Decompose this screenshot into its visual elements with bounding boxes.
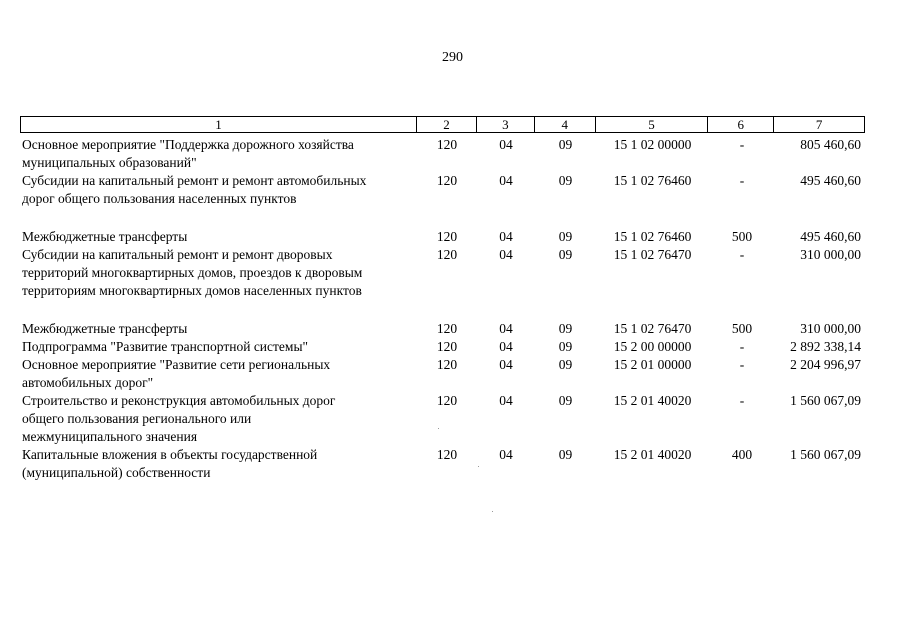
- row-col-4: 09: [558, 247, 573, 262]
- table-row: [20, 172, 865, 208]
- row-col-4: 09: [558, 137, 573, 152]
- row-name-line: Основное мероприятие "Поддержка дорожного хозяйства: [22, 137, 354, 152]
- row-col-4: 09: [558, 339, 573, 354]
- table-row: [20, 228, 865, 246]
- header-col-1: 1: [21, 117, 417, 132]
- row-col-5: 15 1 02 00000: [613, 137, 692, 152]
- row-col-6: 400: [731, 447, 753, 462]
- row-col-2: 120: [436, 339, 458, 354]
- row-name-line: дорог общего пользования населенных пунктов: [22, 191, 297, 206]
- table-header: [20, 116, 865, 133]
- row-name-line: Межбюджетные трансферты: [22, 229, 188, 244]
- row-name-line: Подпрограмма "Развитие транспортной системы": [22, 339, 309, 354]
- row-col-2: 120: [436, 247, 458, 262]
- row-col-7: 2 892 338,14: [790, 339, 861, 354]
- row-col-3: 04: [499, 173, 513, 188]
- header-col-7: 7: [815, 117, 823, 132]
- row-col-5: 15 1 02 76470: [613, 247, 692, 262]
- table-row: [20, 320, 865, 338]
- row-name: [20, 320, 417, 338]
- row-col-3: 04: [499, 321, 513, 336]
- row-col-6: 500: [731, 229, 753, 244]
- row-col-7: 310 000,00: [800, 321, 861, 336]
- row-col-3: 04: [499, 357, 513, 372]
- scan-speck: [492, 511, 493, 512]
- row-col-7: 495 460,60: [800, 173, 861, 188]
- row-name: [20, 172, 417, 208]
- row-col-6: -: [739, 137, 745, 152]
- row-name-line: Субсидии на капитальный ремонт и ремонт дворовых: [22, 247, 333, 262]
- row-col-6: -: [739, 173, 745, 188]
- row-col-6: -: [739, 357, 745, 372]
- row-col-2: 120: [436, 321, 458, 336]
- table-body: [20, 136, 865, 482]
- row-col-2: 120: [436, 229, 458, 244]
- table-row: [20, 356, 865, 392]
- table-row: [20, 392, 865, 446]
- row-spacer: [20, 208, 865, 228]
- row-col-6: -: [739, 247, 745, 262]
- row-col-4: 09: [558, 173, 573, 188]
- table-row: [20, 446, 865, 482]
- scan-speck: [478, 466, 479, 467]
- row-col-3: 04: [499, 137, 513, 152]
- scan-speck: [438, 428, 439, 429]
- row-col-5: 15 2 01 00000: [613, 357, 692, 372]
- row-col-4: 09: [558, 229, 573, 244]
- row-name: [20, 446, 417, 482]
- row-col-3: 04: [499, 229, 513, 244]
- row-spacer: [20, 300, 865, 320]
- row-name-line: общего пользования регионального или: [22, 411, 252, 426]
- row-name-line: Межбюджетные трансферты: [22, 321, 188, 336]
- header-col-4: 4: [535, 117, 596, 132]
- header-col-2: 2: [417, 117, 477, 132]
- row-name-line: Основное мероприятие "Развитие сети региональных: [22, 357, 331, 372]
- row-col-7: 2 204 996,97: [790, 357, 861, 372]
- row-name-line: межмуниципального значения: [22, 429, 198, 444]
- row-name: [20, 338, 417, 356]
- row-col-6: -: [739, 339, 745, 354]
- row-col-7: 1 560 067,09: [790, 447, 861, 462]
- row-col-7: 495 460,60: [800, 229, 861, 244]
- header-col-6: 6: [708, 117, 774, 132]
- page-number: 290: [442, 50, 463, 65]
- row-col-4: 09: [558, 393, 573, 408]
- row-col-5: 15 2 01 40020: [613, 447, 692, 462]
- row-col-3: 04: [499, 339, 513, 354]
- row-name-line: (муниципальной) собственности: [22, 465, 211, 480]
- row-col-5: 15 2 00 00000: [613, 339, 692, 354]
- row-name-line: Субсидии на капитальный ремонт и ремонт автомобильных: [22, 173, 367, 188]
- table-row: [20, 246, 865, 300]
- row-col-5: 15 1 02 76470: [613, 321, 692, 336]
- row-col-5: 15 1 02 76460: [613, 229, 692, 244]
- row-col-4: 09: [558, 447, 573, 462]
- row-name: [20, 136, 417, 172]
- row-name-line: территорий многоквартирных домов, проездов к дворовым: [22, 265, 363, 280]
- row-col-4: 09: [558, 321, 573, 336]
- header-col-3: 3: [477, 117, 535, 132]
- row-col-5: 15 1 02 76460: [613, 173, 692, 188]
- row-col-7: 1 560 067,09: [790, 393, 861, 408]
- table-row: [20, 338, 865, 356]
- row-col-2: 120: [436, 357, 458, 372]
- table-row: [20, 136, 865, 172]
- row-name: [20, 392, 417, 446]
- row-col-7: 310 000,00: [800, 247, 861, 262]
- row-col-6: 500: [731, 321, 753, 336]
- row-col-5: 15 2 01 40020: [613, 393, 692, 408]
- row-col-7: 805 460,60: [800, 137, 861, 152]
- row-col-2: 120: [436, 393, 458, 408]
- row-col-2: 120: [436, 137, 458, 152]
- row-name: [20, 356, 417, 392]
- row-name-line: территориям многоквартирных домов населенных пунктов: [22, 283, 362, 298]
- row-col-3: 04: [499, 247, 513, 262]
- row-col-2: 120: [436, 447, 458, 462]
- row-name-line: муниципальных образований": [22, 155, 197, 170]
- header-col-5: 5: [596, 117, 709, 132]
- row-name-line: Строительство и реконструкция автомобильных дорог: [22, 393, 336, 408]
- row-name-line: Капитальные вложения в объекты государственной: [22, 447, 318, 462]
- row-col-3: 04: [499, 393, 513, 408]
- row-col-3: 04: [499, 447, 513, 462]
- row-name-line: автомобильных дорог": [22, 375, 154, 390]
- row-name: [20, 228, 417, 246]
- row-col-4: 09: [558, 357, 573, 372]
- row-col-2: 120: [436, 173, 458, 188]
- row-col-6: -: [739, 393, 745, 408]
- row-name: [20, 246, 417, 300]
